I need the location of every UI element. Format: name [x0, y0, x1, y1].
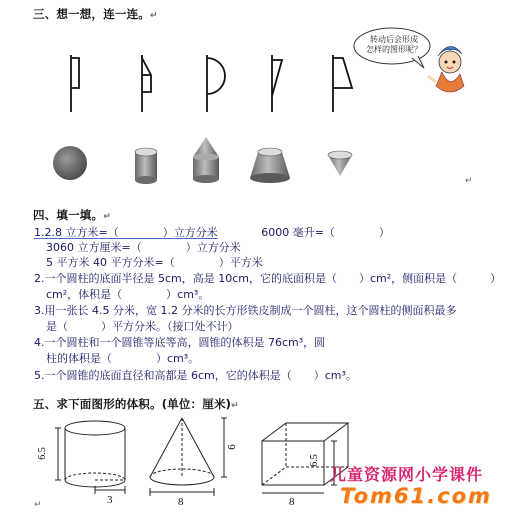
section-5-heading: 五、求下面图形的体积。(单位：厘米)↵ — [33, 397, 239, 411]
q4-text-a: 4.一个圆柱和一个圆锥等底等高，圆锥的体积是 76cm³，圆 — [34, 336, 326, 349]
q2-text-b: cm²，体积是（ ）cm³。 — [46, 288, 210, 301]
section-3-end-mark: ↵ — [465, 176, 473, 186]
q5-text: 5.一个圆锥的底面直径和高都是 6cm，它的体积是（ ）cm³。 — [34, 369, 357, 382]
paragraph-mark: ↵ — [150, 11, 158, 21]
volume-cylinder — [55, 421, 125, 494]
box-height-label: 6.5 — [308, 454, 320, 467]
q1-item-b: 6000 毫升=（ ） — [261, 226, 390, 239]
cone-height-label: 6 — [225, 444, 238, 450]
volume-cone — [150, 418, 227, 496]
section-4-title: 四、填一填。 — [33, 208, 104, 222]
box-length-label: 8 — [289, 496, 295, 508]
section-4-heading: 四、填一填。↵ — [33, 208, 111, 222]
q1-item-c: 3060 立方厘米=（ ）立方分米 — [46, 241, 241, 254]
section-5-title: 五、求下面图形的体积。(单位：厘米) — [33, 397, 232, 411]
section-5-end-mark: ↵ — [34, 500, 42, 510]
bubble-text-line-1: 转动后会形成 — [370, 35, 418, 44]
q3-text-b: 是（ ）平方分米。（接口处不计） — [46, 320, 239, 333]
section-3-title: 三、想一想，连一连。 — [33, 7, 150, 21]
cylinder-height-label: 6.5 — [36, 447, 48, 460]
q3-text-a: 3.用一张长 4.5 分米，宽 1.2 分米的长方形铁皮制成一个圆柱，这个圆柱的侧面积最多 — [34, 304, 457, 317]
q4-text-b: 柱的体积是（ ）cm³。 — [46, 352, 200, 365]
watermark-line-2: Tom61.com — [340, 484, 492, 508]
cone-diameter-label: 8 — [178, 496, 184, 508]
bubble-text-line-2: 怎样的图形呢？ — [366, 45, 422, 54]
q1-item-a: 1.2.8 立方米=（ ）立方分米 — [34, 226, 218, 239]
watermark-line-1: 儿童资源网小学课件 — [330, 465, 484, 484]
q1-item-d: 5 平方米 40 平方分米=（ ）平方米 — [46, 256, 263, 269]
q2-text-a: 2.一个圆柱的底面半径是 5cm，高是 10cm，它的底面积是（ ）cm²，侧面积是（ ） — [34, 272, 502, 285]
cylinder-radius-label: 3 — [107, 494, 113, 506]
